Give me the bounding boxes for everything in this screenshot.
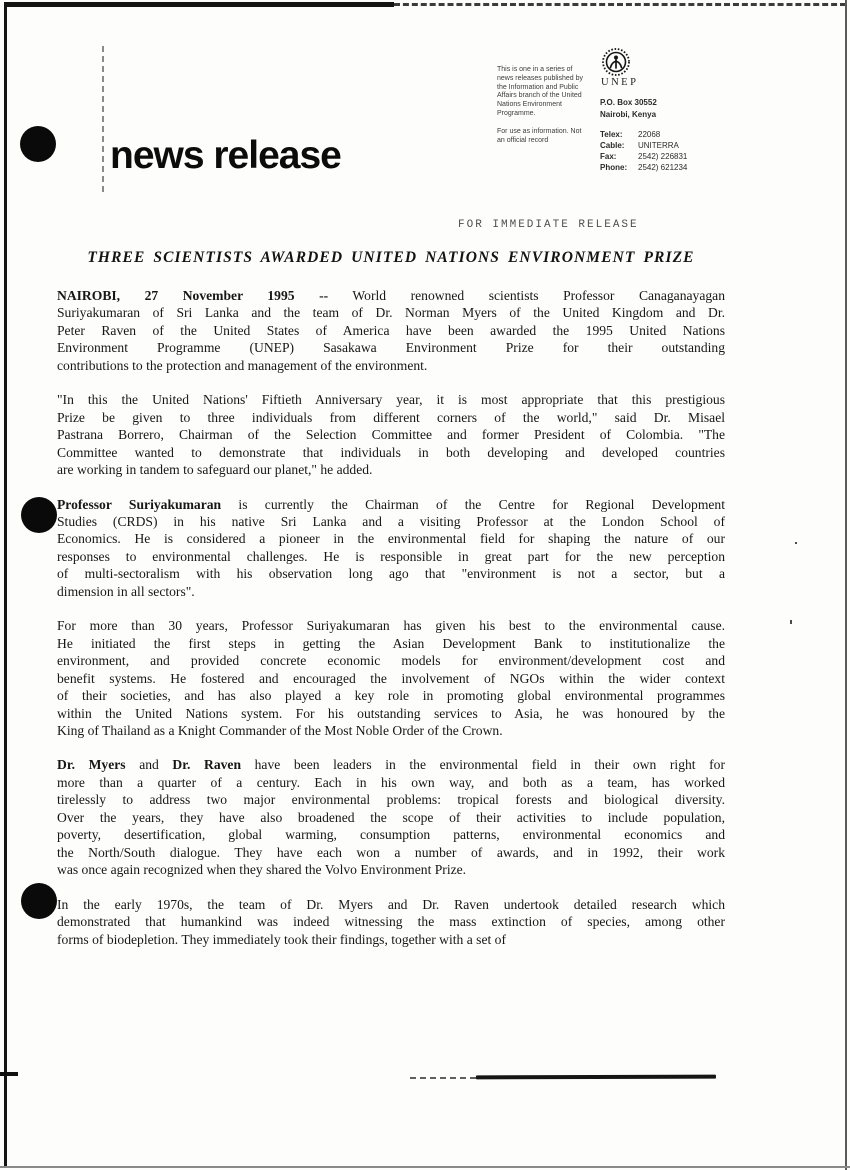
paragraph: Professor Suriyakumaran is currently the Chairman of the Centre for Regional Development Studies (CRDS) in his native Sri Lanka and a visiting Professor at the London School of Economics. He is considered a pioneer in the environmental field for shaping the nature of our responses to environmental challenges. He is responsible in great part for the new perception of multi-sectoralism with his observation long ago that "environment is not a sector, but a dimension in all sectors". [57, 496, 725, 599]
bottom-rule-line [476, 1075, 716, 1080]
page-border-bottom [0, 1166, 850, 1168]
punch-hole-mark [21, 883, 57, 919]
left-edge-tick-mark [0, 1072, 18, 1076]
paragraph: For more than 30 years, Professor Suriyakumaran has given his best to the environmental cause. He initiated the first steps in getting the Asian Development Bank to institutionalize the environment, and provided concrete economic models for environment/development cost and benefit systems. He fostered and encouraged the involvement of NGOs within the wider context of their societies, and has also played a key role in promoting global environmental programmes within the United Nations system. For his outstanding services to Asia, he was honoured by the King of Thailand as a Knight Commander of the Most Noble Order of the Crown. [57, 618, 725, 738]
scan-speck [795, 542, 797, 544]
letterhead-series-note: This is one in a series of news releases published by the Information and Public Affairs branch of the United Nations Environment Programme. [497, 66, 583, 117]
punch-hole-mark [20, 126, 56, 162]
contact-row: Phone: 2542) 621234 [600, 163, 688, 172]
punch-hole-mark [21, 497, 57, 533]
bottom-rule-dashed-segment [410, 1077, 476, 1079]
contact-row: Telex: 22068 [600, 130, 661, 139]
masthead-title: news release [110, 134, 341, 177]
document-body [57, 287, 725, 965]
org-acronym: UNEP [601, 77, 639, 88]
release-status-line: FOR IMMEDIATE RELEASE [458, 219, 639, 231]
paragraph: NAIROBI, 27 November 1995 -- World renowned scientists Professor Canaganayagan Suriyakumaran of Sri Lanka and the team of Dr. Norman Myers of the United Kingdom and Dr. Peter Raven of the United States of America have been awarded the 1995 United Nations Environment Programme (UNEP) Sasakawa Environment Prize for their outstanding contributions to the protection and management of the environment. [57, 288, 725, 373]
contact-row: Cable: UNITERRA [600, 141, 679, 150]
letterhead-contacts [600, 129, 687, 173]
unep-logo-icon [601, 48, 631, 78]
document-headline: THREE SCIENTISTS AWARDED UNITED NATIONS ENVIRONMENT PRIZE [87, 249, 695, 266]
contact-row: Fax: 2542) 226831 [600, 152, 688, 161]
letterhead-address: P.O. Box 30552 Nairobi, Kenya [600, 98, 657, 119]
paragraph: "In this the United Nations' Fiftieth Anniversary year, it is most appropriate that this prestigious Prize be given to three individuals from different corners of the world," said Dr. Misael Pastrana Borrero, Chairman of the Selection Committee and former President of Colombia. "The Committee wanted to demonstrate that individuals in both developing and developed countries are working in tandem to safeguard our planet," he added. [57, 392, 725, 478]
page-border-left [4, 2, 7, 1168]
letterhead-usage-note: For use as information. Not an official record [497, 128, 582, 144]
scan-speck [790, 620, 792, 624]
paragraph: Dr. Myers and Dr. Raven have been leaders in the environmental field in their own right for more than a quarter of a century. Each in his own way, and both as a team, has worked tirelessly to address two major environmental problems: tropical forests and biological diversity. Over the years, they have also broadened the scope of their activities to include population, poverty, desertification, global warming, consumption patterns, environmental economics and the North/South dialogue. They have each won a number of awards, and in 1992, their work was once again recognized when they shared the Volvo Environment Prize. [57, 757, 726, 878]
page-border-right [845, 0, 847, 1170]
masthead-divider-dashed-line [102, 46, 104, 192]
paragraph: In the early 1970s, the team of Dr. Myers and Dr. Raven undertook detailed research which demonstrated that humankind was indeed witnessing the mass extinction of species, among other forms of biodepletion. They immediately took their findings, together with a set of [57, 896, 725, 947]
page-border-top [4, 2, 394, 7]
page-border-top-dashed [394, 3, 846, 6]
